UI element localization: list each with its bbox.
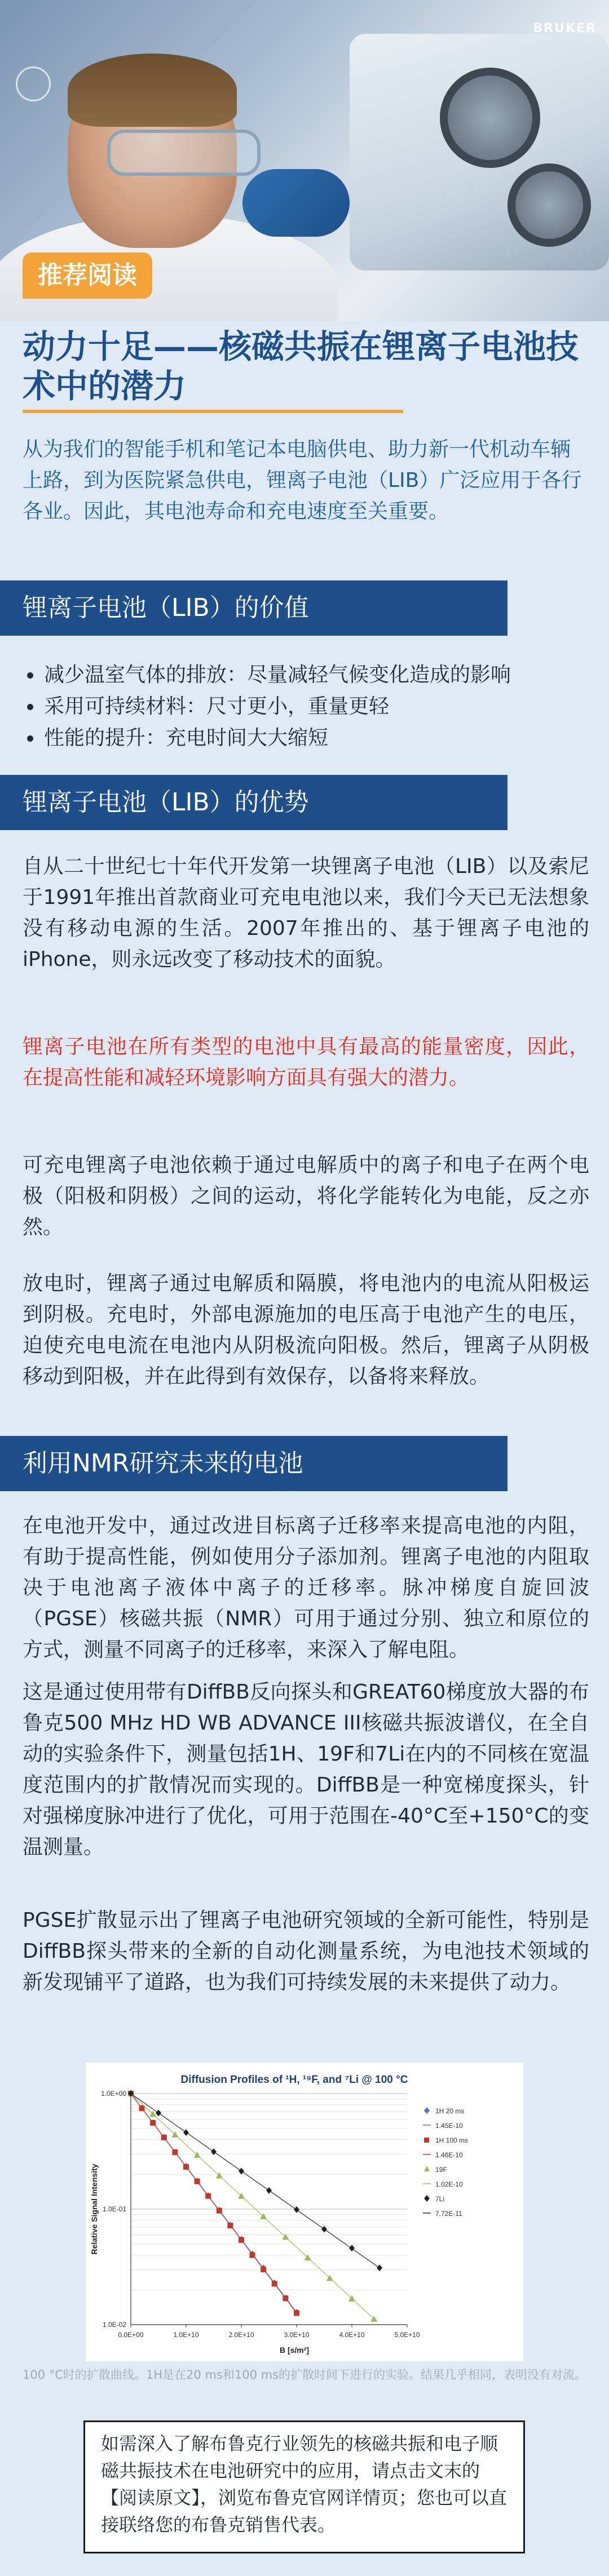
chart-legend-marker bbox=[424, 2166, 430, 2171]
figure-caption: 100 °C时的扩散曲线。1H是在20 ms和100 ms的扩散时间下进行的实验。结果几乎相同，表明没有对流。 bbox=[22, 2368, 587, 2382]
chart-x-tick-label: 4.0E+10 bbox=[339, 2331, 365, 2339]
glovebox-port bbox=[508, 163, 591, 247]
diffusion-chart-svg bbox=[86, 2063, 523, 2361]
recommended-reading-tag: 推荐阅读 bbox=[23, 252, 152, 299]
list-item: 性能的提升：充电时间大大缩短 bbox=[23, 722, 592, 754]
chart-point bbox=[349, 2245, 355, 2251]
chart-point bbox=[195, 2179, 200, 2184]
chart-point bbox=[139, 2105, 145, 2111]
learn-more-box: 如需深入了解布鲁克行业领先的核磁共振和电子顺磁共振技术在电池研究中的应用，请点击文末的【阅读原文】，浏览布鲁克官网详情页；您也可以直接联络您的布鲁克销售代表。 bbox=[83, 2420, 525, 2553]
advantages-paragraph-4: 放电时，锂离子通过电解质和隔膜，将电池内的电流从阳极运到阴极。充电时，外部电源施加的电压高于电池产生的电压，迫使充电电流在电池内从阴极流向阳极。然后，锂离子从阴极移动到阳极，并在此得到有效保存，以备将来释放。 bbox=[23, 1272, 589, 1388]
chart-point bbox=[239, 2237, 244, 2243]
chart-point bbox=[227, 2223, 233, 2228]
nmr-paragraph-3: PGSE扩散显示出了锂离子电池研究领域的全新可能性，特别是DiffBB探头带来的全新的自动化测量系统，为电池技术领域的新发现铺平了道路，也为我们可持续发展的未来提供了动力。 bbox=[23, 1909, 589, 1994]
chart-legend-label: 1H 20 ms bbox=[435, 2107, 465, 2115]
chart-legend-label: 7.72E-11 bbox=[435, 2210, 462, 2218]
chart-point bbox=[266, 2187, 272, 2194]
chart-point bbox=[283, 2295, 288, 2301]
brand-logo: BRUKER bbox=[533, 21, 597, 36]
value-bullet-list bbox=[23, 659, 592, 754]
chart-legend-marker bbox=[424, 2138, 429, 2143]
researcher-hair bbox=[68, 54, 237, 127]
chart-legend-marker bbox=[424, 2195, 430, 2202]
chart-point bbox=[217, 2208, 222, 2214]
chart-point bbox=[261, 2267, 266, 2272]
chart-legend-label: 7Li bbox=[435, 2195, 445, 2203]
section-heading-nmr: 利用NMR研究未来的电池 bbox=[0, 1436, 508, 1491]
list-item: 减少温室气体的排放：尽量减轻气候变化造成的影响 bbox=[23, 659, 592, 691]
list-item: 采用可持续材料：尺寸更小，重量更轻 bbox=[23, 691, 592, 722]
section-heading-advantages: 锂离子电池（LIB）的优势 bbox=[0, 775, 508, 830]
chart-legend-label: 1.46E-10 bbox=[435, 2151, 463, 2159]
chart-point bbox=[150, 2120, 156, 2126]
chart-title: Diffusion Profiles of ¹H, ¹⁹F, and ⁷Li @ 100 °C bbox=[180, 2074, 408, 2086]
energy-density-highlight: 锂离子电池在所有类型的电池中具有最高的能量密度，因此，在提高性能和减轻环境影响方面具有强大的潜力。 bbox=[23, 1035, 589, 1089]
article-title: 动力十足——核磁共振在锂离子电池技术中的潜力 bbox=[23, 327, 579, 405]
chart-point bbox=[183, 2129, 189, 2136]
diffusion-chart bbox=[86, 2063, 523, 2361]
chart-point bbox=[156, 2109, 161, 2116]
chart-legend bbox=[423, 2107, 468, 2218]
title-underline bbox=[23, 410, 403, 413]
chart-point bbox=[205, 2193, 211, 2199]
chart-x-tick-label: 5.0E+10 bbox=[394, 2331, 420, 2339]
chart-point bbox=[294, 2206, 299, 2213]
chart-point bbox=[250, 2253, 255, 2258]
chart-point bbox=[183, 2164, 189, 2170]
chart-point bbox=[172, 2149, 178, 2155]
chart-legend-label: 1H 100 ms bbox=[435, 2136, 469, 2144]
nmr-paragraph-1: 在电池开发中，通过改进目标离子迁移率来提高电池的内阻，有助于提高性能，例如使用分子添加剂。锂离子电池的内阻取决于电池离子液体中离子的迁移率。脉冲梯度自旋回波（PGSE）核磁共振（NMR）可用于通过分别、独立和原位的方式，测量不同离子的迁移率，来深入了解电阻。 bbox=[23, 1514, 589, 1661]
chart-x-tick-label: 0.0E+00 bbox=[118, 2331, 144, 2339]
chart-point bbox=[377, 2264, 382, 2271]
advantages-paragraph-1: 自从二十世纪七十年代开发第一块锂离子电池（LIB）以及索尼于1991年推出首款商业可充电电池以来，我们今天已无法想象没有移动电源的生活。2007年推出的、基于锂离子电池的iPhone，则永远改变了移动技术的面貌。 bbox=[23, 855, 589, 971]
chart-point bbox=[272, 2281, 277, 2286]
chart-y-axis-label: Relative Signal Intensity bbox=[90, 2163, 99, 2255]
chart-y-tick-label: 1.0E-01 bbox=[102, 2205, 126, 2213]
chart-legend-label: 19F bbox=[435, 2166, 447, 2174]
chart-point bbox=[161, 2135, 167, 2140]
chart-x-tick-label: 3.0E+10 bbox=[284, 2331, 310, 2339]
chart-y-tick-label: 1.0E+00 bbox=[100, 2090, 126, 2098]
chart-fit-line bbox=[131, 2094, 374, 2319]
chart-fit-line bbox=[131, 2094, 297, 2313]
chart-point bbox=[294, 2310, 299, 2316]
chart-x-axis-label: B [s/m²] bbox=[279, 2346, 310, 2355]
advantages-paragraph-3: 可充电锂离子电池依赖于通过电解质中的离子和电子在两个电极（阳极和阴极）之间的运动，将化学能转化为电能，反之亦然。 bbox=[23, 1154, 589, 1239]
glovebox-port bbox=[440, 68, 540, 168]
chart-legend-label: 1.45E-10 bbox=[435, 2122, 463, 2130]
glove-illustration bbox=[242, 169, 350, 237]
nmr-paragraph-2: 这是通过使用带有DiffBB反向探头和GREAT60梯度放大器的布鲁克500 MHz HD WB ADVANCE III核磁共振波谱仪，在全自动的实验条件下，测量包括1H、19F和7Li在内的不同核在宽温度范围内的扩散情况而实现的。DiffBB是一种宽梯度探头，针对强梯度脉冲进行了优化，可用于范围在-40°C至+150°C的变温测量。 bbox=[23, 1681, 589, 1859]
chart-points bbox=[127, 2090, 382, 2322]
bruker-emblem-icon bbox=[16, 66, 51, 101]
chart-fit-line bbox=[131, 2094, 379, 2268]
safety-goggles-illustration bbox=[107, 130, 261, 176]
chart-gridlines bbox=[131, 2094, 407, 2325]
chart-legend-marker bbox=[424, 2107, 430, 2114]
section-heading-value: 锂离子电池（LIB）的价值 bbox=[0, 580, 508, 636]
chart-point bbox=[239, 2168, 244, 2175]
chart-y-tick-label: 1.0E-02 bbox=[102, 2321, 126, 2329]
chart-x-tick-label: 2.0E+10 bbox=[228, 2331, 254, 2339]
chart-legend-label: 1.02E-10 bbox=[435, 2180, 463, 2188]
intro-paragraph: 从为我们的智能手机和笔记本电脑供电、助力新一代机动车辆上路，到为医院紧急供电，锂离子电池（LIB）广泛应用于各行各业。因此，其电池寿命和充电速度至关重要。 bbox=[23, 438, 582, 523]
chart-x-tick-label: 1.0E+10 bbox=[173, 2331, 199, 2339]
